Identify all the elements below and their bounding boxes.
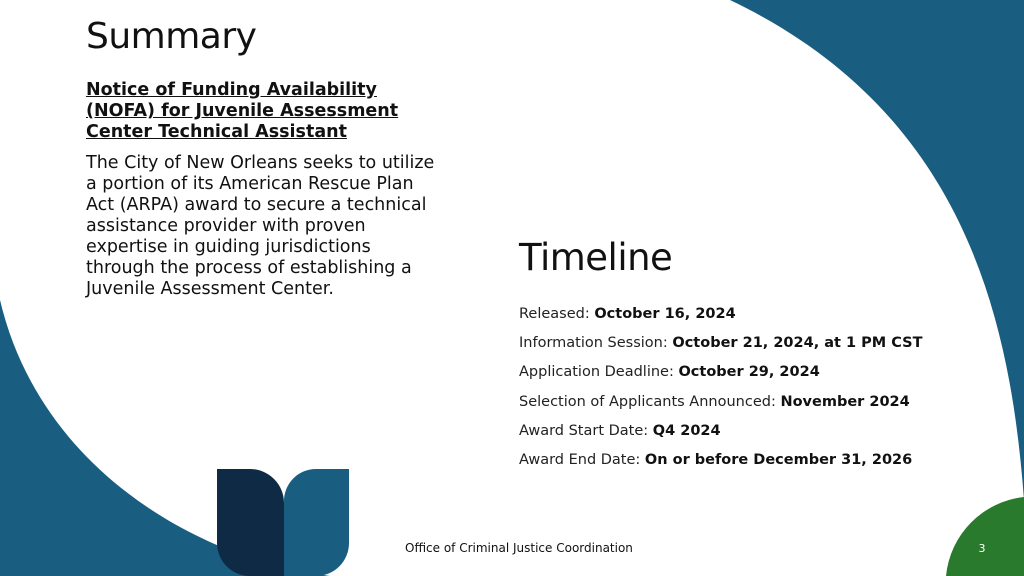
footer-organization: Office of Criminal Justice Coordination — [405, 541, 633, 555]
timeline-item-label: Award Start Date: — [519, 422, 649, 439]
timeline-item-award-start-date — [519, 421, 989, 450]
timeline-title: Timeline — [519, 236, 673, 279]
timeline-item-application-deadline — [519, 362, 989, 391]
timeline-item-value: On or before December 31, 2026 — [644, 451, 913, 468]
page-number: 3 — [978, 542, 986, 555]
logo-leaf-right — [284, 469, 349, 576]
timeline-item-label: Released: — [519, 306, 590, 322]
timeline-item-value: October 21, 2024, at 1 PM CST — [672, 335, 923, 352]
timeline-list — [519, 304, 989, 479]
timeline-item-award-end-date — [519, 450, 989, 479]
summary-title: Summary — [86, 16, 257, 57]
timeline-item-value: November 2024 — [780, 393, 910, 410]
timeline-item-value: Q4 2024 — [652, 422, 721, 439]
summary-body-text: The City of New Orleans seeks to utilize a portion of its American Rescue Plan Act (ARPA) award to secure a technical assistance provider with proven expertise in guiding jurisdictions through the process of establishing a Juvenile Assessment Center. — [86, 153, 435, 299]
timeline-item-information-session — [519, 333, 989, 362]
nofa-heading-link[interactable]: Notice of Funding Availability (NOFA) for Juvenile Assessment Center Technical Assistant — [86, 80, 399, 142]
timeline-item-label: Application Deadline: — [519, 364, 674, 381]
timeline-item-label: Information Session: — [519, 335, 668, 352]
timeline-item-selection-announced — [519, 392, 989, 421]
timeline-item-label: Award End Date: — [519, 451, 641, 468]
timeline-item-value: October 16, 2024 — [594, 306, 736, 322]
logo-leaf-left — [217, 469, 284, 576]
timeline-item-value: October 29, 2024 — [678, 364, 820, 381]
green-corner-circle — [946, 497, 1024, 576]
timeline-item-label: Selection of Applicants Announced: — [519, 393, 776, 410]
timeline-item-released — [519, 304, 989, 333]
